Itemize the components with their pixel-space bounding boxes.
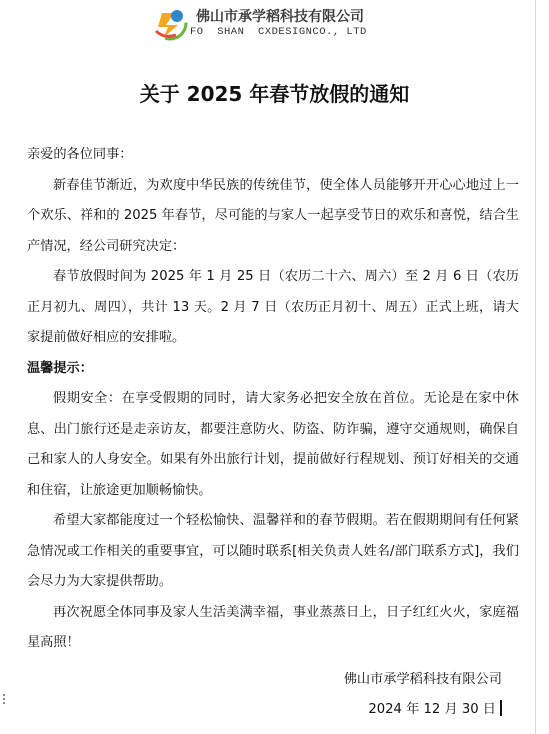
company-name-cn: 佛山市承学稻科技有限公司	[196, 10, 364, 25]
page-edge	[535, 0, 536, 734]
document-body[interactable]	[27, 140, 519, 659]
paragraph-wishes: 再次祝愿全体同事及家人生活美满幸福，事业蒸蒸日上，日子红红火火，家庭福星高照！	[27, 604, 519, 650]
signature-company: 佛山市承学稻科技有限公司	[343, 672, 502, 687]
greeting: 亲爱的各位同事：	[27, 147, 133, 162]
paragraph-safety: 假期安全：在享受假期的同时，请大家务必把安全放在首位。无论是在家中休息、出门旅行还是走亲访友，都要注意防火、防盗、防诈骗，遵守交通规则，确保自己和家人的人身安全。如果有外出旅行计划，提前做好行程规划、预订好相关的交通和住宿，让旅途更加顺畅愉快。	[27, 391, 519, 498]
paragraph-intro: 新春佳节渐近，为欢度中华民族的传统佳节，使全体人员能够开开心心地过上一个欢乐、祥和的 2025 年春节，尽可能的与家人一起享受节日的欢乐和喜悦，结合生产情况，经公司研究决定：	[27, 177, 519, 254]
paragraph-contact: 希望大家都能度过一个轻松愉快、温馨祥和的春节假期。若在假期期间有任何紧急情况或工作相关的重要事宜，可以随时联系[相关负责人姓名/部门联系方式]，我们会尽力为大家提供帮助。	[27, 513, 519, 589]
signature-date-line	[344, 695, 502, 725]
text-cursor	[500, 700, 502, 716]
tips-heading: 温馨提示：	[27, 360, 93, 376]
cx-logo-icon	[152, 5, 188, 41]
signature-date: 2024 年 12 月 30 日	[368, 702, 496, 717]
signature-block	[344, 665, 502, 725]
paragraph-schedule: 春节放假时间为 2025 年 1 月 25 日（农历二十六、周六）至 2 月 6 日（农历正月初九、周四），共计 13 天。2 月 7 日（农历正月初十、周五）正式上班，请大家提前做好相应的安排啦。	[27, 269, 519, 345]
letterhead	[0, 0, 549, 52]
company-name-en: FO SHAN CXDESIGNCO., LTD	[190, 26, 367, 38]
drag-handle-icon[interactable]	[3, 694, 6, 704]
document-title: 关于 2025 年春节放假的通知	[139, 82, 410, 106]
